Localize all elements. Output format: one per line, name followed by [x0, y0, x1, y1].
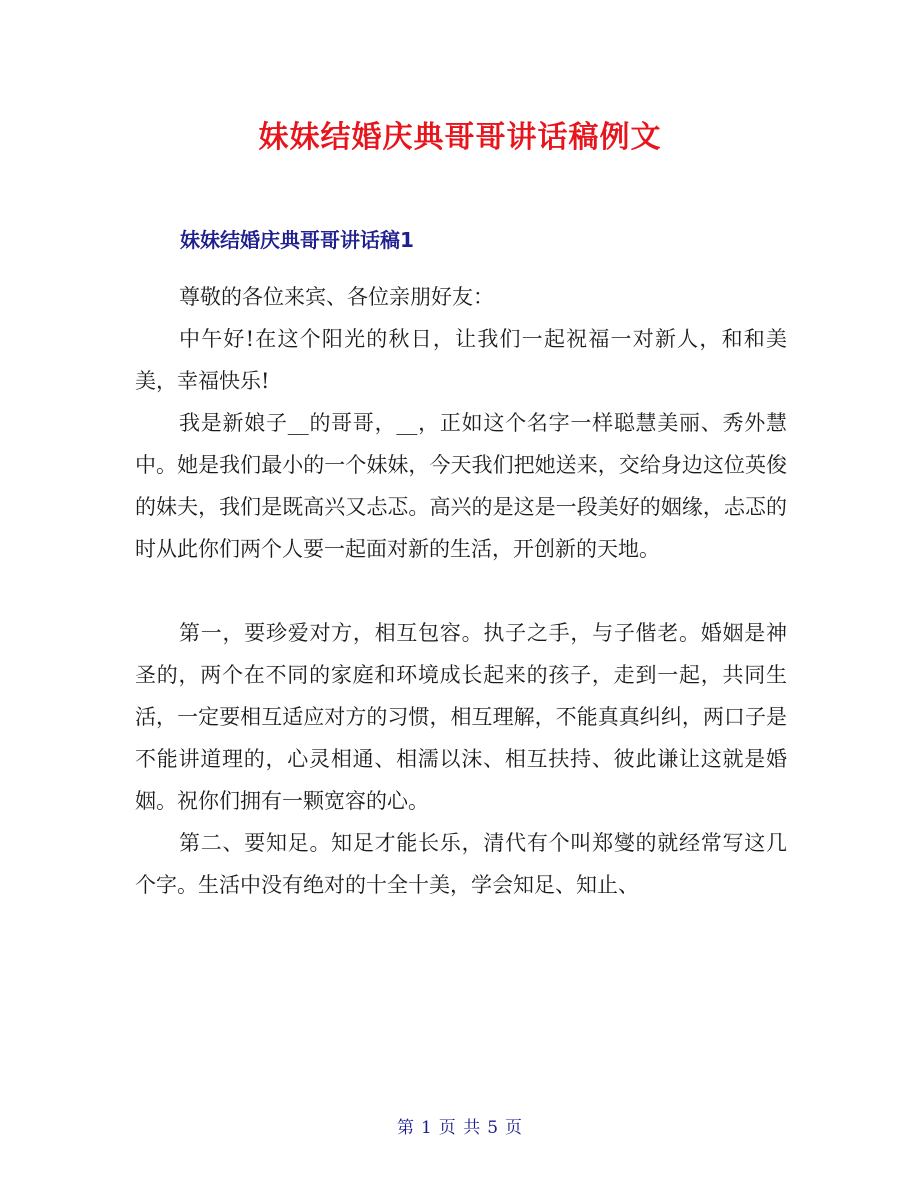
section-heading: 妹妹结婚庆典哥哥讲话稿1 — [180, 228, 414, 252]
footer-page-number: 1 — [420, 1118, 433, 1138]
paragraph-opening: 中午好!在这个阳光的秋日，让我们一起祝福一对新人，和和美美，幸福快乐! — [135, 327, 787, 393]
document-title: 妹妹结婚庆典哥哥讲话稿例文 — [258, 120, 662, 155]
paragraph-second-advice: 第二、要知足。知足才能长乐，清代有个叫郑燮的就经常写这几个字。生活中没有绝对的十全十美，学会知足、知止、 — [135, 831, 787, 897]
paragraph-greeting: 尊敬的各位来宾、各位亲朋好友： — [179, 285, 494, 309]
paragraph-introduction: 我是新娘子__的哥哥，__，正如这个名字一样聪慧美丽、秀外慧中。她是我们最小的一个妹妹，今天我们把她送来，交给身边这位英俊的妹夫，我们是既高兴又忐忑。高兴的是这是一段美好的姻缘，忐忑的时从此你们两个人要一起面对新的生活，开创新的天地。 — [135, 411, 787, 561]
footer-prefix: 第 — [396, 1118, 415, 1138]
document-body — [135, 276, 787, 906]
footer-suffix: 页 — [505, 1118, 524, 1138]
page-footer — [0, 1113, 920, 1138]
footer-mid: 页 共 — [438, 1118, 482, 1138]
paragraph-first-advice: 第一，要珍爱对方，相互包容。执子之手，与子偕老。婚姻是神圣的，两个在不同的家庭和环境成长起来的孩子，走到一起，共同生活，一定要相互适应对方的习惯，相互理解，不能真真纠纠，两口子是不能讲道理的，心灵相通、相濡以沫、相互扶持、彼此谦让这就是婚姻。祝你们拥有一颗宽容的心。 — [135, 621, 787, 813]
footer-total-pages: 5 — [487, 1118, 500, 1138]
